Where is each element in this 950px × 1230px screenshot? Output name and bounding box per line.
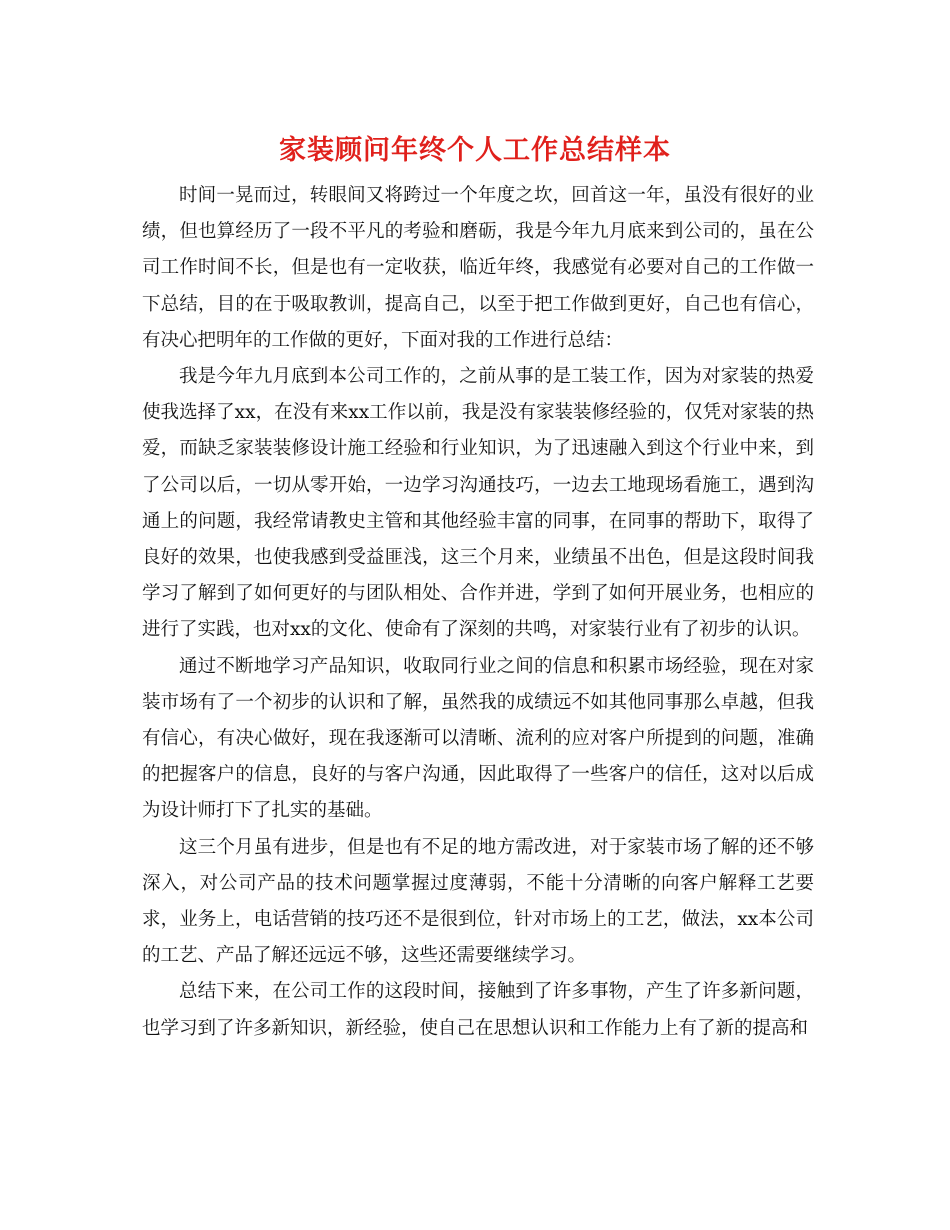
paragraph-2: 我是今年九月底到本公司工作的，之前从事的是工装工作，因为对家装的热爱使我选择了xx，在没有来xx工作以前，我是没有家装装修经验的，仅凭对家装的热爱，而缺乏家装装修设计施工经验和行业知识，为了迅速融入到这个行业中来，到了公司以后，一切从零开始，一边学习沟通技巧，一边去工地现场看施工，遇到沟通上的问题，我经常请教史主管和其他经验丰富的同事，在同事的帮助下，取得了良好的效果，也使我感到受益匪浅，这三个月来，业绩虽不出色，但是这段时间我学习了解到了如何更好的与团队相处、合作并进，学到了如何开展业务，也相应的进行了实践，也对xx的文化、使命有了深刻的共鸣，对家装行业有了初步的认识。 [142,366,814,641]
document-title: 家装顾问年终个人工作总结样本 [279,135,671,166]
paragraph-3: 通过不断地学习产品知识，收取同行业之间的信息和积累市场经验，现在对家装市场有了一个初步的认识和了解，虽然我的成绩远不如其他同事那么卓越，但我有信心，有决心做好，现在我逐渐可以清晰、流利的应对客户所提到的问题，准确的把握客户的信息，良好的与客户沟通，因此取得了一些客户的信任，这对以后成为设计师打下了扎实的基础。 [142,655,814,822]
paragraph-5: 总结下来，在公司工作的这段时间，接触到了许多事物，产生了许多新问题，也学习到了许多新知识，新经验，使自己在思想认识和工作能力上有了新的提高和 [142,981,814,1039]
document-body [142,178,814,1047]
paragraph-4: 这三个月虽有进步，但是也有不足的地方需改进，对于家装市场了解的还不够深入，对公司产品的技术问题掌握过度薄弱，不能十分清晰的向客户解释工艺要求，业务上，电话营销的技巧还不是很到位，针对市场上的工艺，做法，xx本公司的工艺、产品了解还远远不够，这些还需要继续学习。 [142,836,814,967]
paragraph-1: 时间一晃而过，转眼间又将跨过一个年度之坎，回首这一年，虽没有很好的业绩，但也算经历了一段不平凡的考验和磨砺，我是今年九月底来到公司的，虽在公司工作时间不长，但是也有一定收获，临近年终，我感觉有必要对自己的工作做一下总结，目的在于吸取教训，提高自己，以至于把工作做到更好，自己也有信心，有决心把明年的工作做的更好，下面对我的工作进行总结： [142,185,814,351]
